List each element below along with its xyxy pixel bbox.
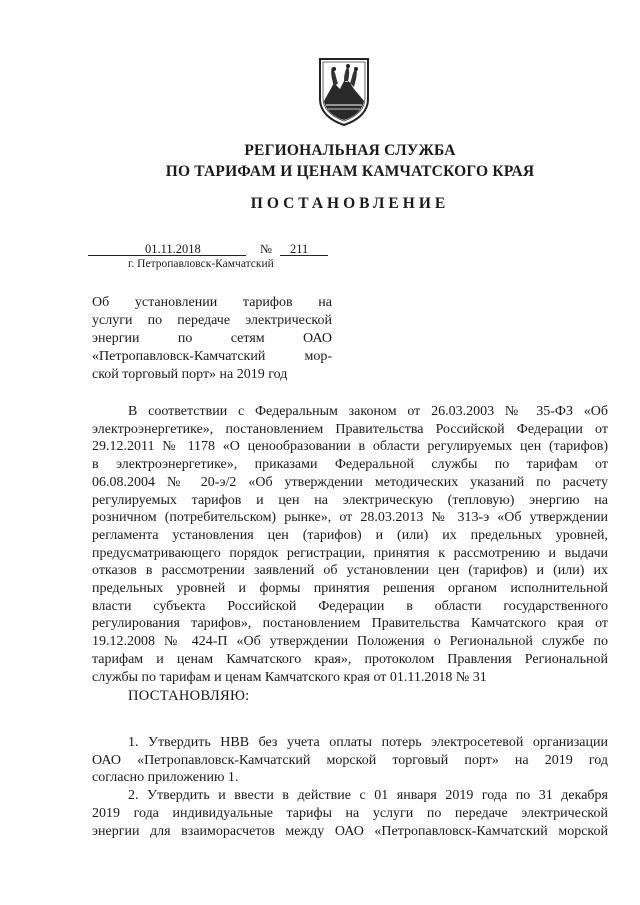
subject-line: услуги по передаче электрической [92,313,332,328]
document-number: 211 [290,242,309,256]
document-type-title: ПОСТАНОВЛЕНИЕ [250,195,450,212]
preamble-line: власти субъекта Российской Федерации в области государственного [92,598,608,614]
preamble-line: 29.12.2011 № 1178 «О ценообразовании в области регулируемых цен (тарифов) [92,439,608,455]
preamble-line: регламента установления цен (тарифов) и (или) их предельных уровней, [92,527,608,543]
item-2-line: 2019 года индивидуальные тарифы на услуги по передаче электрической [92,805,608,821]
preamble-line: предельных уровней и формы принятия решения органом исполнительной [92,581,608,597]
organization-title [0,140,640,182]
preamble-line: В соответствии с Федеральным законом от 26.03.2003 № 35-ФЗ «Об [128,404,608,419]
item-2-line: энергии для взаиморасчетов между ОАО «Петропавловск-Камчатский морской [92,823,608,839]
preamble-line: в электроэнергетике», приказами Федеральной службы по тарифам от [92,457,608,473]
subject-line: энергии по сетям ОАО [92,331,332,346]
item-2-line: 2. Утвердить и ввести в действие с 01 января 2019 года по 31 декабря [128,788,608,804]
preamble-line: тарифам и ценам Камчатского края», протоколом Правления Региональной [92,651,608,667]
subject-line: Об установлении тарифов на [92,295,332,310]
subject-line: ской торговый порт» на 2019 год [92,367,288,382]
org-title-line-1: РЕГИОНАЛЬНАЯ СЛУЖБА [244,142,456,159]
preamble-paragraph [92,403,608,686]
preamble-line: службы по тарифам и ценам Камчатского края от 01.11.2018 № 31 [92,669,487,685]
item-1-line: 1. Утвердить НВВ без учета оплаты потерь электросетевой организации [128,735,608,750]
preamble-line: отказов в рассмотрении заявлений об установлении цен (тарифов) и (или) их [92,563,608,579]
resolution-items [92,734,608,840]
preamble-line: электроэнергетике», постановлением Правительства Российской Федерации от [92,421,608,437]
number-sign: № [260,242,272,256]
date-number-line [88,242,328,256]
preamble-line: предусматривающего порядок регистрации, принятия к рассмотрению и выдачи [92,545,608,561]
org-title-line-2: ПО ТАРИФАМ И ЦЕНАМ КАМЧАТСКОГО КРАЯ [165,163,535,180]
item-1-line: ОАО «Петропавловск-Камчатский морской торговый порт» на 2019 год [92,752,608,768]
item-1-line: согласно приложению 1. [92,770,239,786]
kamchatka-coat-of-arms-icon [316,55,372,127]
preamble-line: 19.12.2008 № 424-П «Об утверждении Положения о Региональной службе по [92,634,608,650]
document-subject [92,294,332,384]
document-date: 01.11.2018 [145,242,201,256]
document-city: г. Петропавловск-Камчатский [128,258,274,270]
preamble-line: регулирования тарифов», постановлением Правительства Камчатского края от [92,616,608,632]
preamble-line: регулируемых тарифов и цен на электрическую (тепловую) энергию на [92,492,608,508]
subject-line: «Петропавловск-Камчатский мор- [92,349,332,364]
preamble-line: 06.08.2004 № 20-э/2 «Об утверждении методических указаний по расчету [92,474,608,490]
resolve-heading: ПОСТАНОВЛЯЮ: [128,688,250,704]
preamble-line: розничном (потребительском) рынке», от 28.03.2013 № 313-э «Об утверждении [92,510,608,526]
